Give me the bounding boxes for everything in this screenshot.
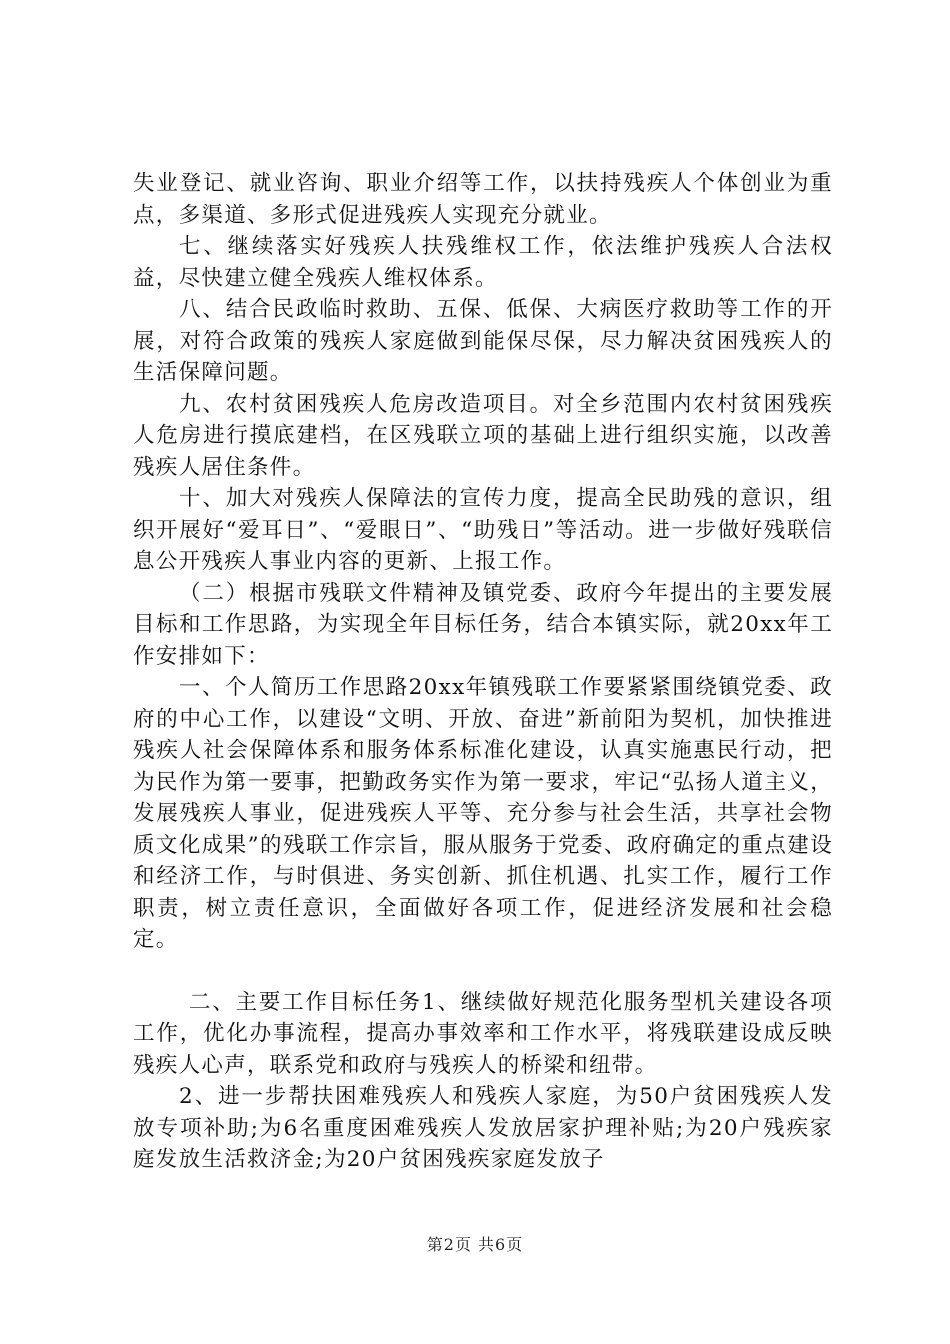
document-body xyxy=(133,168,833,1176)
paragraph-item-seven: 七、继续落实好残疾人扶残维权工作，依法维护残疾人合法权益，尽快建立健全残疾人维权体系。 xyxy=(133,234,833,291)
paragraph-main-targets: 二、主要工作目标任务1、继续做好规范化服务型机关建设各项工作，优化办事流程，提高办事效率和工作水平，将残联建设成反映残疾人心声，联系党和政府与残疾人的桥梁和纽带。 xyxy=(133,989,833,1078)
page-number-footer: 第2页 共6页 xyxy=(426,1235,524,1254)
paragraph-item-ten: 十、加大对残疾人保障法的宣传力度，提高全民助残的意识，组织开展好“爱耳日”、“爱眼日”、“助残日”等活动。进一步做好残联信息公开残疾人事业内容的更新、上报工作。 xyxy=(133,486,833,574)
paragraph-item-eight: 八、结合民政临时救助、五保、低保、大病医疗救助等工作的开展，对符合政策的残疾人家庭做到能保尽保，尽力解决贫困残疾人的生活保障问题。 xyxy=(133,297,833,385)
paragraph-assistance-tasks: 2、进一步帮扶困难残疾人和残疾人家庭，为50户贫困残疾人发放专项补助;为6名重度困难残疾人发放居家护理补贴;为20户残疾家庭发放生活救济金;为20户贫困残疾家庭发放子 xyxy=(133,1084,833,1172)
paragraph-section-two: （二）根据市残联文件精神及镇党委、政府今年提出的主要发展目标和工作思路，为实现全年目标任务，结合本镇实际，就20xx年工作安排如下： xyxy=(133,580,833,669)
paragraph-item-nine: 九、农村贫困残疾人危房改造项目。对全乡范围内农村贫困残疾人危房进行摸底建档，在区残联立项的基础上进行组织实施，以改善残疾人居住条件。 xyxy=(133,391,833,480)
paragraph-employment-continuation: 失业登记、就业咨询、职业介绍等工作，以扶持残疾人个体创业为重点，多渠道、多形式促进残疾人实现充分就业。 xyxy=(133,171,833,228)
paragraph-guiding-ideas: 一、个人简历工作思路20xx年镇残联工作要紧紧围绕镇党委、政府的中心工作，以建设“文明、开放、奋进”新前阳为契机，加快推进残疾人社会保障体系和服务体系标准化建设，认真实施惠民行动，把为民作为第一要事，把勤政务实作为第一要求，牢记“弘扬人道主义，发展残疾人事业，促进残疾人平等、充分参与社会生活，共享社会物质文化成果”的残联工作宗旨，服从服务于党委、政府确定的重点建设和经济工作，与时俱进、务实创新、抓住机遇、扎实工作，履行工作职责，树立责任意识，全面做好各项工作，促进经济发展和社会稳定。 xyxy=(133,675,833,952)
